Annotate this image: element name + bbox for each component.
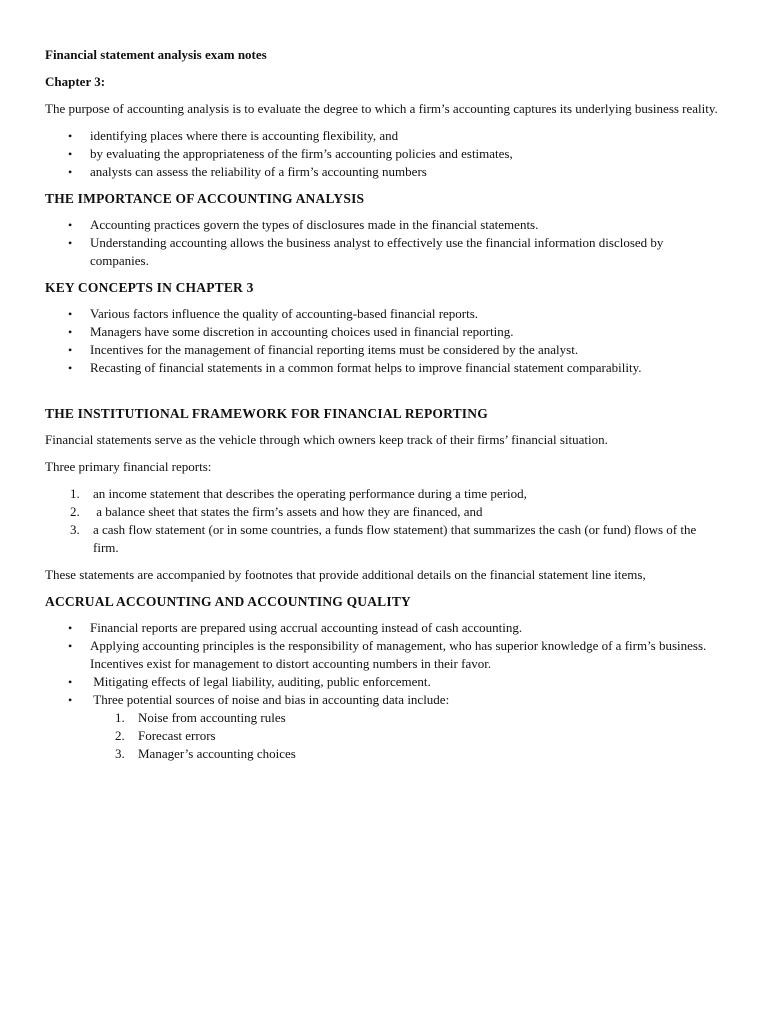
list-item-text: a cash flow statement (or in some countries, a funds flow statement) that summarizes the cash (or fund) flows of the firm.	[93, 522, 697, 555]
list-item	[45, 234, 725, 270]
list-item	[45, 673, 725, 691]
list-item-text: Accounting practices govern the types of disclosures made in the financial statements.	[90, 217, 539, 232]
bullet-icon: •	[68, 325, 73, 339]
section-heading-framework: THE INSTITUTIONAL FRAMEWORK FOR FINANCIAL REPORTING	[45, 406, 488, 421]
list-item	[90, 709, 725, 727]
list-item-text: Managers have some discretion in accounting choices used in financial reporting.	[90, 324, 514, 339]
bullet-icon: •	[68, 621, 73, 635]
list-item	[45, 323, 725, 341]
bullet-icon: •	[68, 361, 73, 375]
list-item-text: a balance sheet that states the firm’s assets and how they are financed, and	[93, 504, 483, 519]
list-item-text: Manager’s accounting choices	[138, 746, 296, 761]
section-heading-accrual: ACCRUAL ACCOUNTING AND ACCOUNTING QUALITY	[45, 594, 411, 609]
bullet-icon: •	[68, 675, 73, 689]
bullet-icon: •	[68, 307, 73, 321]
bullet-icon: •	[68, 639, 73, 653]
list-item	[45, 637, 725, 673]
section-heading-key-concepts: KEY CONCEPTS IN CHAPTER 3	[45, 280, 254, 295]
list-item-text: Financial reports are prepared using accrual accounting instead of cash accounting.	[90, 620, 523, 635]
list-item	[45, 359, 725, 377]
list-item-text: Mitigating effects of legal liability, auditing, public enforcement.	[90, 674, 431, 689]
page-content	[45, 46, 725, 772]
list-item	[90, 745, 725, 763]
bullet-icon: •	[68, 236, 73, 250]
list-number: 2.	[115, 728, 125, 743]
bullet-icon: •	[68, 693, 73, 707]
framework-paragraph-1: Financial statements serve as the vehicle through which owners keep track of their firms’ financial situation.	[45, 432, 608, 447]
list-item	[45, 503, 725, 521]
list-item	[45, 163, 725, 181]
section-spacer	[45, 386, 725, 405]
list-item-text: an income statement that describes the operating performance during a time period,	[93, 486, 527, 501]
list-item-text: analysts can assess the reliability of a firm’s accounting numbers	[90, 164, 427, 179]
bullet-icon: •	[68, 218, 73, 232]
list-item-text: Incentives for the management of financial reporting items must be considered by the analyst.	[90, 342, 579, 357]
intro-paragraph: The purpose of accounting analysis is to evaluate the degree to which a firm’s accounting captures its underlying business reality.	[45, 101, 718, 116]
list-item	[90, 727, 725, 745]
list-item-text: identifying places where there is accounting flexibility, and	[90, 128, 399, 143]
list-item	[45, 216, 725, 234]
chapter-label: Chapter 3:	[45, 74, 106, 89]
bullet-icon: •	[68, 165, 73, 179]
noise-sources-list	[90, 709, 725, 763]
list-item-text: by evaluating the appropriateness of the firm’s accounting policies and estimates,	[90, 146, 513, 161]
list-number: 2.	[70, 504, 80, 519]
list-item-text: Understanding accounting allows the business analyst to effectively use the financial information disclosed by companies.	[90, 235, 664, 268]
bullet-icon: •	[68, 129, 73, 143]
framework-paragraph-2: Three primary financial reports:	[45, 459, 212, 474]
bullet-icon: •	[68, 147, 73, 161]
list-item	[45, 485, 725, 503]
list-item-text: Forecast errors	[138, 728, 216, 743]
list-item	[45, 305, 725, 323]
importance-bullet-list	[45, 216, 725, 270]
list-item	[45, 341, 725, 359]
list-item	[45, 521, 725, 557]
list-number: 3.	[70, 522, 80, 537]
list-number: 3.	[115, 746, 125, 761]
list-number: 1.	[70, 486, 80, 501]
list-item-text: Various factors influence the quality of accounting-based financial reports.	[90, 306, 479, 321]
financial-reports-list	[45, 485, 725, 557]
key-concepts-bullet-list	[45, 305, 725, 377]
list-item-text: Noise from accounting rules	[138, 710, 286, 725]
list-item-text: Three potential sources of noise and bias in accounting data include:	[90, 692, 450, 707]
list-number: 1.	[115, 710, 125, 725]
section-heading-importance: THE IMPORTANCE OF ACCOUNTING ANALYSIS	[45, 191, 365, 206]
accrual-bullet-list	[45, 619, 725, 763]
document-title: Financial statement analysis exam notes	[45, 47, 267, 62]
list-item	[45, 145, 725, 163]
list-item-text: Applying accounting principles is the responsibility of management, who has superior knowledge of a firm’s business. Incentives exist for management to distort accounting numbers in their favor.	[90, 638, 707, 671]
intro-bullet-list	[45, 127, 725, 181]
list-item	[45, 619, 725, 637]
list-item	[45, 127, 725, 145]
bullet-icon: •	[68, 343, 73, 357]
list-item	[45, 691, 725, 763]
list-item-text: Recasting of financial statements in a common format helps to improve financial statement comparability.	[90, 360, 642, 375]
framework-paragraph-3: These statements are accompanied by footnotes that provide additional details on the financial statement line items,	[45, 567, 646, 582]
